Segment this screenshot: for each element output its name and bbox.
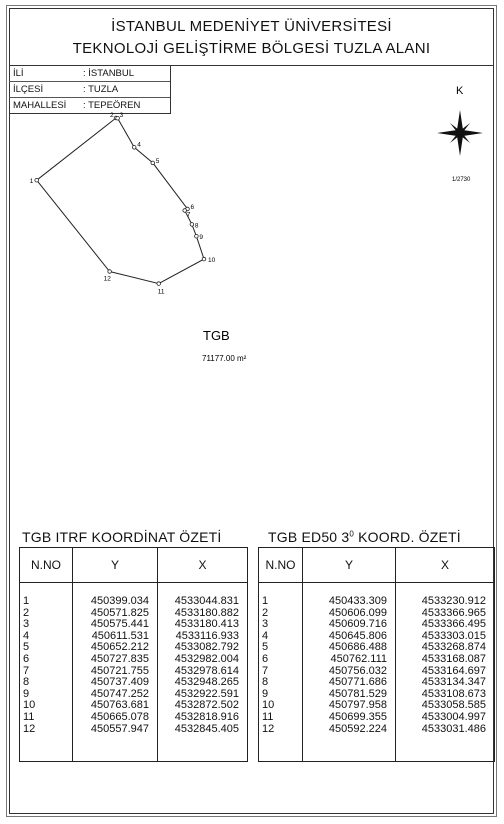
vertex-label: 3 (119, 112, 124, 120)
vertex-label: 10 (208, 257, 216, 265)
point-number-cell: 1 (259, 583, 303, 608)
info-key: İLİ (13, 68, 24, 79)
vertex-label: 8 (194, 222, 199, 230)
column-header: X (396, 548, 495, 583)
table-row (20, 583, 248, 608)
table-row (259, 583, 495, 608)
vertex-marker (195, 234, 199, 238)
info-key: MAHALLESİ (13, 100, 67, 111)
x-coordinate-cell: 4533180.413 (158, 619, 248, 631)
title-block (9, 8, 494, 66)
point-number-cell: 6 (259, 654, 303, 666)
vertex-label: 4 (137, 141, 141, 149)
info-key: İLÇESİ (13, 84, 44, 95)
parcel-boundary (37, 118, 204, 284)
x-coordinate-cell: 4533303.015 (396, 631, 495, 643)
point-number-cell: 8 (259, 677, 303, 689)
point-number-cell: 4 (20, 631, 73, 643)
x-coordinate-cell: 4533116.933 (158, 631, 248, 643)
north-arrow-icon (437, 110, 483, 156)
vertex-marker (202, 257, 206, 261)
point-number-cell: 5 (259, 642, 303, 654)
point-number-cell: 8 (20, 677, 73, 689)
vertex-label: 12 (103, 275, 111, 283)
table-row (259, 654, 495, 666)
vertex-label: 1 (29, 178, 34, 186)
y-coordinate-cell: 450557.947 (73, 724, 158, 762)
scale-label: 1/2730 (452, 177, 471, 183)
x-coordinate-cell: 4532845.405 (158, 724, 248, 762)
x-coordinate-cell: 4533058.585 (396, 700, 495, 712)
y-coordinate-cell: 450571.825 (73, 608, 158, 620)
x-coordinate-cell: 4532982.004 (158, 654, 248, 666)
x-coordinate-cell: 4533044.831 (158, 583, 248, 608)
point-number-cell: 11 (20, 712, 73, 724)
info-value: : TEPEÖREN (83, 100, 141, 111)
point-number-cell: 12 (259, 724, 303, 762)
point-number-cell: 9 (20, 689, 73, 701)
y-coordinate-cell: 450699.355 (303, 712, 396, 724)
x-coordinate-cell: 4532872.502 (158, 700, 248, 712)
y-coordinate-cell: 450686.488 (303, 642, 396, 654)
point-number-cell: 11 (259, 712, 303, 724)
y-coordinate-cell: 450771.686 (303, 677, 396, 689)
column-header: Y (73, 548, 158, 583)
ed50-title-rest: KOORD. ÖZETİ (354, 529, 461, 545)
y-coordinate-cell: 450433.309 (303, 583, 396, 608)
table-row (259, 677, 495, 689)
area-value: 71177.00 m² (202, 354, 247, 363)
x-coordinate-cell: 4533268.874 (396, 642, 495, 654)
point-number-cell: 10 (259, 700, 303, 712)
table-row (259, 712, 495, 724)
y-coordinate-cell: 450592.224 (303, 724, 396, 762)
ed50-title-main: TGB ED50 3 (268, 529, 350, 545)
y-coordinate-cell: 450606.099 (303, 608, 396, 620)
vertex-marker (132, 146, 136, 150)
x-coordinate-cell: 4533168.087 (396, 654, 495, 666)
point-number-cell: 7 (20, 666, 73, 678)
y-coordinate-cell: 450665.078 (73, 712, 158, 724)
itrf-coordinate-table (19, 547, 248, 762)
y-coordinate-cell: 450721.755 (73, 666, 158, 678)
ed50-table-title (268, 529, 461, 545)
table-row (259, 724, 495, 762)
info-value: : TUZLA (83, 84, 119, 95)
point-number-cell: 2 (259, 608, 303, 620)
y-coordinate-cell: 450781.529 (303, 689, 396, 701)
x-coordinate-cell: 4533082.792 (158, 642, 248, 654)
y-coordinate-cell: 450652.212 (73, 642, 158, 654)
x-coordinate-cell: 4532978.614 (158, 666, 248, 678)
vertex-marker (151, 161, 155, 165)
point-number-cell: 3 (20, 619, 73, 631)
vertex-marker (190, 223, 194, 227)
info-value: : İSTANBUL (83, 68, 135, 79)
vertex-marker (35, 178, 39, 182)
vertex-label: 11 (157, 288, 165, 296)
ed50-coordinate-table (258, 547, 495, 762)
area-name: TGB (203, 328, 230, 343)
y-coordinate-cell: 450399.034 (73, 583, 158, 608)
table-row (20, 677, 248, 689)
itrf-table-body (20, 583, 248, 762)
vertex-marker (108, 270, 112, 274)
table-row (20, 654, 248, 666)
point-number-cell: 6 (20, 654, 73, 666)
parcel-layer (30, 112, 216, 296)
y-coordinate-cell: 450737.409 (73, 677, 158, 689)
ed50-table-body (259, 583, 495, 762)
point-number-cell: 2 (20, 608, 73, 620)
y-coordinate-cell: 450611.531 (73, 631, 158, 643)
vertex-marker (157, 282, 161, 286)
x-coordinate-cell: 4533366.495 (396, 619, 495, 631)
vertex-label: 9 (199, 234, 204, 242)
x-coordinate-cell: 4533031.486 (396, 724, 495, 762)
y-coordinate-cell: 450762.111 (303, 654, 396, 666)
x-coordinate-cell: 4533366.965 (396, 608, 495, 620)
column-header: N.NO (259, 548, 303, 583)
x-coordinate-cell: 4533230.912 (396, 583, 495, 608)
parcel-map (9, 66, 494, 521)
point-number-cell: 5 (20, 642, 73, 654)
y-coordinate-cell: 450763.681 (73, 700, 158, 712)
y-coordinate-cell: 450645.806 (303, 631, 396, 643)
point-number-cell: 12 (20, 724, 73, 762)
point-number-cell: 9 (259, 689, 303, 701)
column-header: X (158, 548, 248, 583)
point-number-cell: 4 (259, 631, 303, 643)
x-coordinate-cell: 4533164.697 (396, 666, 495, 678)
x-coordinate-cell: 4533108.673 (396, 689, 495, 701)
x-coordinate-cell: 4533180.882 (158, 608, 248, 620)
x-coordinate-cell: 4532818.916 (158, 712, 248, 724)
column-header: N.NO (20, 548, 73, 583)
north-label: K (456, 85, 464, 97)
y-coordinate-cell: 450575.441 (73, 619, 158, 631)
vertex-label: 5 (155, 157, 160, 165)
y-coordinate-cell: 450756.032 (303, 666, 396, 678)
y-coordinate-cell: 450609.716 (303, 619, 396, 631)
y-coordinate-cell: 450747.252 (73, 689, 158, 701)
point-number-cell: 1 (20, 583, 73, 608)
column-header: Y (303, 548, 396, 583)
x-coordinate-cell: 4533004.997 (396, 712, 495, 724)
y-coordinate-cell: 450727.835 (73, 654, 158, 666)
table-row (20, 724, 248, 762)
itrf-table-title: TGB ITRF KOORDİNAT ÖZETİ (22, 529, 222, 545)
x-coordinate-cell: 4533134.347 (396, 677, 495, 689)
point-number-cell: 10 (20, 700, 73, 712)
vertex-label: 6 (190, 204, 195, 211)
vertex-label: 2 (110, 112, 114, 119)
point-number-cell: 7 (259, 666, 303, 678)
x-coordinate-cell: 4532948.265 (158, 677, 248, 689)
point-number-cell: 3 (259, 619, 303, 631)
title-line-1: İSTANBUL MEDENİYET ÜNİVERSİTESİ (111, 18, 392, 35)
table-row (20, 712, 248, 724)
y-coordinate-cell: 450797.958 (303, 700, 396, 712)
x-coordinate-cell: 4532922.591 (158, 689, 248, 701)
vertex-label: 7 (186, 211, 191, 219)
title-line-2: TEKNOLOJİ GELİŞTİRME BÖLGESİ TUZLA ALANI (72, 40, 431, 57)
ed50-title-sup: 0 (349, 529, 355, 539)
